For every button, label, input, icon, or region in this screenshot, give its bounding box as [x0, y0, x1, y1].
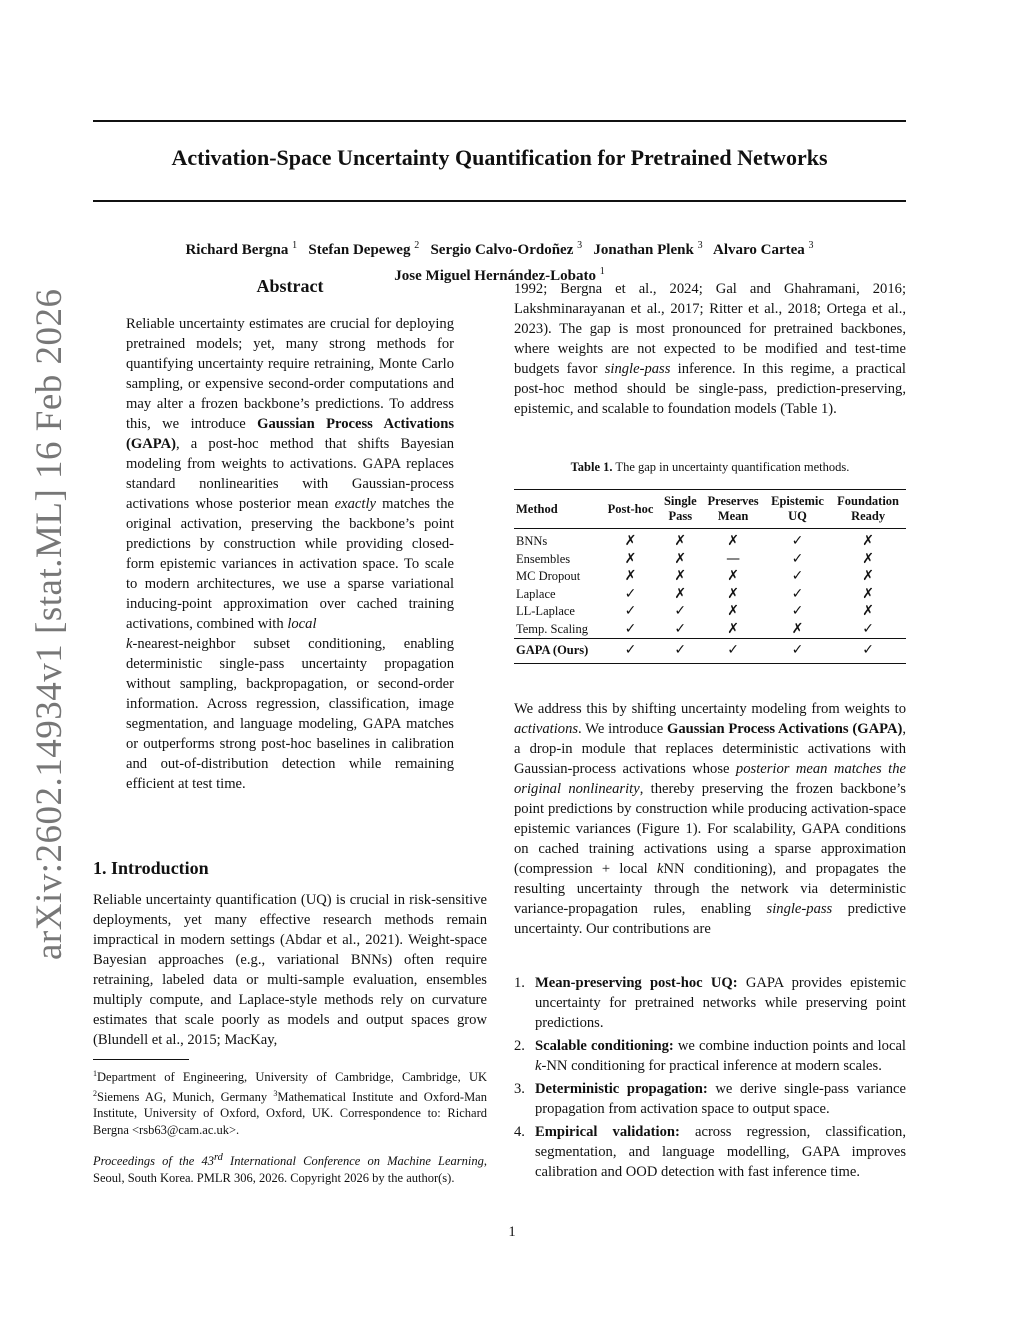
list-item	[514, 973, 906, 1033]
abstract-emphasis: local	[287, 616, 317, 632]
list-number: 3.	[514, 1081, 525, 1097]
math-k: k	[126, 636, 133, 652]
table-caption-label: Table 1.	[570, 460, 613, 474]
abstract-heading: Abstract	[256, 276, 324, 296]
cell-foundation-ready: ✗	[862, 585, 874, 602]
col-header-method: Method	[516, 501, 558, 516]
table-caption	[514, 460, 906, 475]
footnote-text: Mathematical Institute and Oxford-Man Institute, University of Oxford, Oxford, UK. Correspondence to: Richard Bergna <rsb63@cam.ac.uk>.	[93, 1089, 487, 1137]
cell-posthoc: ✓	[624, 642, 637, 659]
proceedings-text: International Conference on Machine Learning	[222, 1154, 484, 1169]
abstract-text: -nearest-neighbor subset conditioning, enabling deterministic single-pass uncertainty propagation without sampling, backpropagation, or second-order information. Across regression, classification, image segmentation, and language modeling, GAPA matches or outperforms strong post-hoc baselines in calibration and out-of-distribution detection while remaining efficient at test time.	[126, 636, 454, 792]
cell-epistemic-uq: ✓	[791, 642, 804, 659]
author-affiliation: 1	[292, 240, 298, 251]
abstract-emphasis: exactly	[334, 496, 376, 512]
abstract-text: matches the original activation, preserving the backbone’s point predictions by construction while providing closed-form epistemic variances in activation space. To scale to modern architectures, we use a sparse variational inducing-point approximation over cached training activations, combined with	[126, 496, 454, 632]
cell-epistemic-uq: ✓	[791, 533, 804, 549]
col-header-preserves-mean: Preserves Mean	[707, 494, 759, 523]
paragraph-text: 1992; Bergna et al., 2024; Gal and Ghahramani, 2016; Lakshminarayanan et al., 2017; Ritter et al., 2018; Ortega et al., 2023). The gap is most pronounced for pretrained backbones, where weights are not expected to be modified and test-time budgets favor	[514, 281, 906, 377]
list-item	[514, 1122, 906, 1182]
list-item-title: Deterministic propagation:	[535, 1081, 708, 1097]
list-item-text: we derive single-pass variance propagation from activation space to output space.	[535, 1081, 906, 1117]
col-header-single-pass: Single Pass	[663, 494, 697, 523]
table-row	[514, 603, 906, 621]
list-item-text: we combine induction points and local	[673, 1038, 906, 1054]
introduction-paragraph: Reliable uncertainty quantification (UQ) is crucial in risk-sensitive deployments, yet many effective research methods remain impractical in modern settings (Abdar et al., 2021). Weight-space Bayesian approaches (e.g., variational BNNs) often require retraining, labeled data or multi-sample evaluation, ensembles multiply compute, and Laplace-style methods rely on curvature estimates that scale poorly as models and output spaces grow (Blundell et al., 2015; MacKay,	[93, 892, 487, 1048]
col-header-epistemic-uq: Epistemic UQ	[771, 494, 824, 523]
paragraph-text: . We introduce	[578, 721, 667, 737]
cell-epistemic-uq: ✓	[791, 550, 804, 567]
cell-preserves-mean: ✓	[727, 642, 739, 659]
table-row-ours	[514, 639, 906, 664]
cell-posthoc: ✓	[624, 585, 637, 602]
cell-preserves-mean: ✗	[727, 533, 739, 549]
cell-foundation-ready: ✗	[862, 603, 874, 619]
cell-preserves-mean: ✗	[727, 568, 739, 584]
emphasis-text: single-pass	[766, 901, 833, 917]
table-row	[514, 551, 906, 569]
introduction-continued	[514, 279, 906, 419]
footnote-text: Department of Engineering, University of Cambridge, Cambridge, UK	[97, 1070, 487, 1085]
cell-foundation-ready: ✗	[862, 550, 874, 567]
row-method: Temp. Scaling	[516, 621, 589, 636]
cell-posthoc: ✗	[624, 533, 637, 549]
emphasis-text: posterior mean matches the original nonlinearity	[514, 761, 906, 797]
cell-posthoc: ✗	[624, 568, 637, 584]
math-k: k	[657, 861, 664, 877]
list-number: 1.	[514, 975, 525, 991]
author-affiliation: 3	[577, 240, 583, 251]
author-name: Richard Bergna	[185, 242, 289, 258]
table-row	[514, 568, 906, 586]
col-header-foundation-ready: Foundation Ready	[837, 494, 900, 523]
math-k: k	[535, 1058, 542, 1074]
cell-epistemic-uq: ✓	[791, 585, 804, 602]
abstract-text: , a post-hoc method that shifts Bayesian modeling from weights to activations. GAPA replaces standard nonlinearities with Gaussian-process activations whose posterior mean	[126, 436, 454, 512]
arxiv-identifier	[28, 288, 70, 1000]
arxiv-identifier-text: arXiv:2602.14934v1 [stat.ML] 16 Feb 2026	[29, 288, 70, 960]
cell-epistemic-uq: ✓	[791, 603, 804, 619]
cell-single-pass: ✓	[674, 603, 687, 619]
cell-single-pass: ✗	[674, 568, 687, 584]
footnote-mark: 1	[93, 1069, 97, 1078]
cell-foundation-ready: ✗	[862, 568, 874, 584]
proceedings-number: 43	[201, 1154, 214, 1169]
row-method: Ensembles	[516, 551, 571, 566]
page-number: 1	[508, 1224, 516, 1240]
author-affiliation: 2	[414, 240, 420, 251]
cell-posthoc: ✗	[624, 550, 637, 567]
cell-foundation-ready: ✗	[862, 533, 874, 549]
title-top-rule	[93, 120, 906, 122]
proceedings-ordinal: rd	[214, 1152, 223, 1163]
list-item	[514, 1079, 906, 1119]
footnote-mark: 3	[273, 1088, 278, 1098]
paragraph-text: predictive uncertainty. Our contributions are	[514, 901, 906, 937]
row-method: Laplace	[516, 586, 556, 601]
title-bottom-rule	[93, 200, 906, 202]
list-item	[514, 1036, 906, 1076]
col-header-posthoc: Post-hoc	[607, 501, 654, 516]
row-method: MC Dropout	[516, 569, 581, 583]
cell-foundation-ready: ✓	[862, 642, 874, 659]
row-method: LL-Laplace	[516, 604, 575, 618]
list-item-title: Scalable conditioning:	[535, 1038, 674, 1054]
paragraph-text: NN conditioning), and propagates the resulting uncertainty through the network via deterministic variance-propagation rules, enabling	[514, 861, 906, 917]
author-name: Jonathan Plenk	[593, 242, 694, 258]
table-caption-text: The gap in uncertainty quantification methods.	[612, 460, 850, 474]
list-item-title: Empirical validation:	[535, 1124, 680, 1140]
paper-title: Activation-Space Uncertainty Quantification for Pretrained Networks	[171, 145, 828, 170]
abstract-body	[126, 314, 454, 794]
author-name: Stefan Depeweg	[308, 242, 411, 258]
cell-single-pass: ✗	[674, 533, 687, 549]
list-item-text: across regression, classification, segmentation, and language modelling, GAPA improves calibration and OOD detection with fast inference time.	[535, 1124, 906, 1180]
cell-epistemic-uq: ✓	[791, 568, 804, 584]
row-method: BNNs	[516, 534, 548, 548]
author-affiliation: 1	[599, 266, 605, 277]
row-method: GAPA (Ours)	[516, 643, 589, 658]
author-name: Jose Miguel Hernández-Lobato	[394, 268, 596, 284]
table-row	[514, 529, 906, 551]
author-affiliation: 3	[697, 240, 703, 251]
footnote-text: Siemens AG, Munich, Germany	[97, 1089, 274, 1104]
emphasis-text: activations	[514, 721, 579, 737]
list-number: 2.	[514, 1038, 525, 1054]
method-name: Gaussian Process Activations (GAPA)	[666, 721, 903, 737]
table-row	[514, 621, 906, 639]
footnote-mark: 2	[93, 1088, 97, 1098]
gapa-overview-paragraph	[514, 699, 906, 939]
cell-single-pass: ✗	[674, 585, 687, 602]
affiliations-footnote	[93, 1066, 487, 1138]
proceedings-text: , Seoul, South Korea. PMLR 306, 2026. Copyright 2026 by the author(s).	[93, 1154, 487, 1185]
proceedings-notice	[93, 1150, 487, 1186]
paragraph-text: , a drop-in module that replaces deterministic activations with Gaussian-process activations whose	[514, 721, 906, 777]
paragraph-text: , thereby preserving the frozen backbone’s point predictions by construction while producing activation-space epistemic variances (Figure 1). For scalability, GAPA conditions on cached training activations using a sparse approximation (compression + local	[514, 781, 906, 877]
cell-preserves-mean: ✗	[727, 603, 739, 619]
list-number: 4.	[514, 1124, 525, 1140]
cell-preserves-mean: ✗	[727, 585, 739, 602]
cell-single-pass: ✓	[674, 642, 687, 659]
author-name: Alvaro Cartea	[713, 242, 805, 258]
cell-epistemic-uq: ✗	[791, 620, 804, 637]
cell-foundation-ready: ✓	[862, 620, 874, 637]
list-item-title: Mean-preserving post-hoc UQ:	[535, 975, 738, 991]
contributions-list	[514, 973, 906, 1185]
table-row	[514, 586, 906, 604]
abstract-text: Reliable uncertainty estimates are crucial for deploying pretrained models; yet, many strong methods for quantifying uncertainty require retraining, Monte Carlo sampling, or expensive second-order computations and may alter a frozen backbone’s predictions. To address this, we introduce	[126, 316, 454, 432]
section-heading-introduction: 1. Introduction	[93, 858, 209, 878]
comparison-table	[514, 489, 906, 664]
emphasis-text: single-pass	[604, 361, 671, 377]
table-header-row	[514, 490, 906, 529]
cell-posthoc: ✓	[624, 603, 637, 619]
list-item-text: -NN conditioning for practical inference at modern scales.	[541, 1058, 882, 1074]
abstract-method-name: Gaussian Process Activations (GAPA)	[126, 416, 454, 452]
cell-preserves-mean: ✗	[727, 620, 739, 637]
author-affiliation: 3	[808, 240, 814, 251]
author-name: Sergio Calvo-Ordoñez	[430, 242, 574, 258]
footnote-rule	[93, 1059, 189, 1060]
paragraph-text: inference. In this regime, a practical post-hoc method should be single-pass, prediction-preserving, epistemic, and scalable to foundation models (Table 1).	[514, 361, 906, 417]
paragraph-text: We address this by shifting uncertainty modeling from weights to	[514, 701, 906, 717]
cell-preserves-mean: —	[726, 550, 741, 567]
cell-posthoc: ✓	[624, 620, 637, 637]
list-item-text: GAPA provides epistemic uncertainty for pretrained networks while preserving point predictions.	[535, 975, 907, 1031]
cell-single-pass: ✓	[674, 620, 687, 637]
proceedings-text: Proceedings of the	[93, 1154, 202, 1169]
cell-single-pass: ✗	[674, 550, 687, 567]
